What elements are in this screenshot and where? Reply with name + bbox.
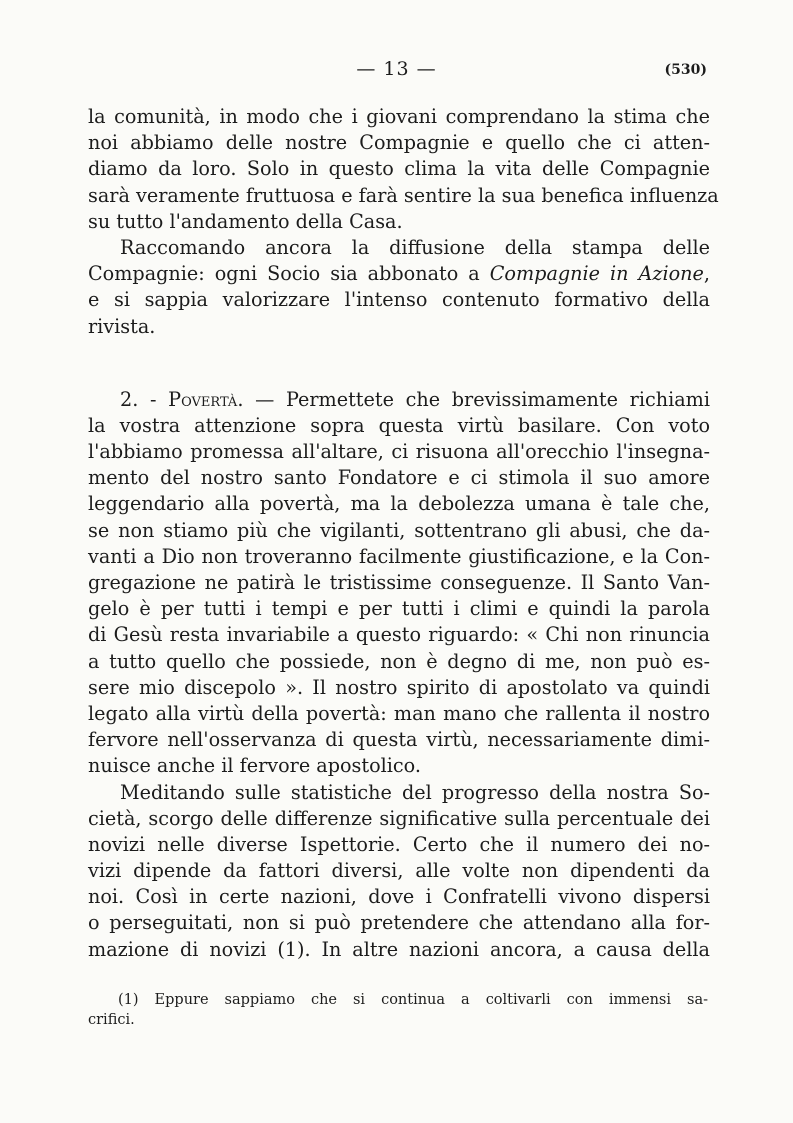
page-number: — 13 — bbox=[356, 58, 437, 80]
text-line: noi abbiamo delle nostre Compagnie e quello che ci atten- bbox=[88, 131, 710, 155]
journal-title: Compagnie in Azione bbox=[489, 262, 704, 286]
text-line: o perseguitati, non si può pretendere che attendano alla for- bbox=[88, 911, 710, 935]
section-title: Povertà bbox=[168, 387, 238, 411]
footnote-line: crifici. bbox=[88, 1012, 135, 1028]
text-line: cietà, scorgo delle differenze significative sulla percentuale dei bbox=[88, 806, 710, 830]
text-run: Permettete che brevissimamente richiami bbox=[285, 387, 710, 411]
text-line: mento del nostro santo Fondatore e ci stimola il suo amore bbox=[88, 466, 710, 490]
text-line: sarà veramente fruttuosa e farà sentire la sua benefica influenza bbox=[88, 183, 719, 207]
text-line: gelo è per tutti i tempi e per tutti i climi e quindi la parola bbox=[88, 597, 710, 621]
text-run: , bbox=[703, 262, 711, 286]
text-line: novizi nelle diverse Ispettorie. Certo che il numero dei no- bbox=[88, 832, 710, 856]
text-line: la vostra attenzione sopra questa virtù basilare. Con voto bbox=[88, 413, 710, 437]
section-heading-line bbox=[88, 387, 710, 413]
section-gap bbox=[88, 340, 710, 387]
page-reference: (530) bbox=[664, 62, 707, 78]
text-line: Raccomando ancora la diffusione della stampa delle bbox=[120, 235, 710, 259]
text-line: noi. Così in certe nazioni, dove i Confratelli vivono dispersi bbox=[88, 885, 710, 909]
text-line: vanti a Dio non troveranno facilmente giustificazione, e la Con- bbox=[88, 544, 710, 568]
text-line: l'abbiamo promessa all'altare, ci risuona all'orecchio l'insegna- bbox=[88, 440, 710, 464]
text-line: leggendario alla povertà, ma la debolezza umana è tale che, bbox=[88, 492, 710, 516]
text-line: di Gesù resta invariabile a questo riguardo: « Chi non rinuncia bbox=[88, 623, 710, 647]
body-text bbox=[88, 104, 719, 963]
text-line: se non stiamo più che vigilanti, sottentrano gli abusi, che da- bbox=[88, 518, 710, 542]
text-line: legato alla virtù della povertà: man mano che rallenta il nostro bbox=[88, 701, 710, 725]
text-line: nuisce anche il fervore apostolico. bbox=[88, 754, 421, 778]
footnote-line: (1) Eppure sappiamo che si continua a coltivarli con immensi sa- bbox=[118, 992, 708, 1008]
text-line: la comunità, in modo che i giovani comprendano la stima che bbox=[88, 105, 710, 128]
text-line: su tutto l'andamento della Casa. bbox=[88, 209, 403, 233]
text-run: Compagnie: ogni Socio sia abbonato a bbox=[88, 262, 490, 286]
section-dash: . — bbox=[237, 387, 286, 411]
text-line: sere mio discepolo ». Il nostro spirito di apostolato va quindi bbox=[88, 675, 710, 699]
text-line: rivista. bbox=[88, 314, 156, 338]
text-line: a tutto quello che possiede, non è degno di me, non può es- bbox=[88, 649, 710, 673]
text-line: Meditando sulle statistiche del progresso della nostra So- bbox=[120, 780, 710, 804]
text-line: diamo da loro. Solo in questo clima la vita delle Compagnie bbox=[88, 157, 710, 181]
text-line-with-italic bbox=[88, 261, 710, 287]
text-line: vizi dipende da fattori diversi, alle volte non dipendenti da bbox=[88, 859, 710, 883]
text-line: gregazione ne patirà le tristissime conseguenze. Il Santo Van- bbox=[88, 571, 710, 594]
footnote bbox=[88, 990, 708, 1030]
text-line: fervore nell'osservanza di questa virtù, necessariamente dimi- bbox=[88, 728, 710, 752]
text-line: mazione di novizi (1). In altre nazioni ancora, a causa della bbox=[88, 937, 710, 961]
text-line: e si sappia valorizzare l'intenso contenuto formativo della bbox=[88, 288, 710, 312]
page-header bbox=[0, 58, 793, 86]
section-number: 2. - bbox=[120, 387, 169, 411]
